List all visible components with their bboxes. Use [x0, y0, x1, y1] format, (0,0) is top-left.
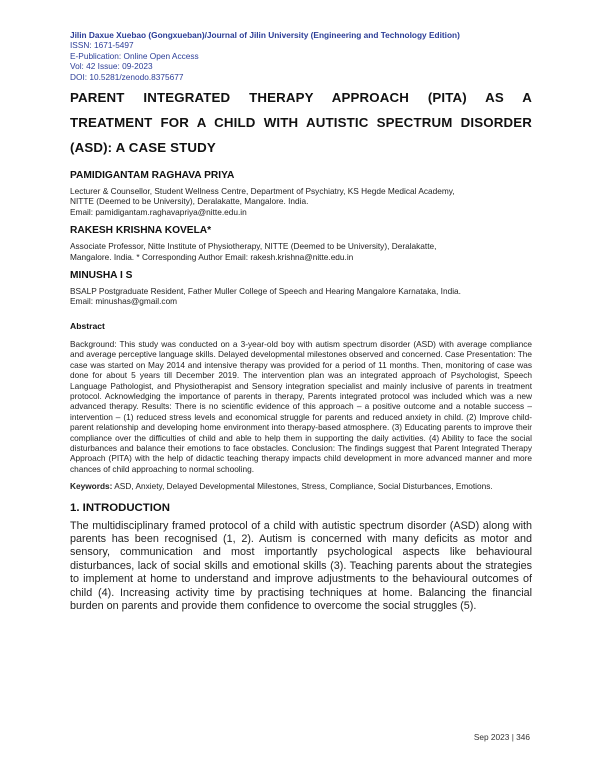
author-name: RAKESH KRISHNA KOVELA*	[70, 225, 212, 237]
affiliation-line: BSALP Postgraduate Resident, Father Muller College of Speech and Hearing Mangalore Karnataka, India.	[70, 286, 461, 297]
author-block-2	[70, 224, 532, 262]
paper-page	[70, 30, 532, 613]
introduction-heading: 1. INTRODUCTION	[70, 501, 170, 514]
author-affiliation	[70, 186, 532, 217]
paper-title-line-1: PARENT INTEGRATED THERAPY APPROACH (PITA) AS A	[70, 90, 532, 106]
abstract-text: Background: This study was conducted on a 3-year-old boy with autism spectrum disorder (ASD) with average compliance and average perceptive language skills. Delayed developmental milestones observed and concerned. Case Presentation: The case was started on May 2014 and intensive therapy was provided for a period of 11 months. Then, monitoring of case was done for about 5 years till December 2019. The intervention plan was an integrated approach of Psychologist, Speech Language Pathologist, and Physiotherapist and Sensory integration specialist and mainly inclusive of parents in treatment protocol. Acknowledging the importance of parents in therapy, Parents integrated protocol was included which was a new advanced therapy. Results: There is no scientific evidence of this approach – a positive outcome and a notable success – intervention – (1) reduced stress levels and economical struggle for parents and reduced anxiety in child. (2) Improve child-parent relationship and developing home environment into therapy-based atmosphere. (3) Educating parents to improve their compliance over the difficulties of child and able to help them in supporting the daily activities. (4) Ability to face the social disturbances and balance their emotions to face obstacles. Conclusion: The findings suggest that Parent Integrated Therapy Approach (PITA) with the help of didactic teaching therapy impacts child development in more advanced manner and more chances of child approaching to normal schooling.	[70, 338, 532, 474]
author-affiliation	[70, 241, 532, 262]
author-email: Email: pamidigantam.raghavapriya@nitte.edu.in	[70, 206, 247, 217]
journal-title: Jilin Daxue Xuebao (Gongxueban)/Journal of Jilin University (Engineering and Technology Edition)	[70, 30, 460, 40]
author-affiliation	[70, 286, 532, 307]
affiliation-line: Mangalore. India. * Corresponding Author Email: rakesh.krishna@nitte.edu.in	[70, 251, 354, 262]
author-block-1	[70, 169, 532, 217]
keywords-label: Keywords:	[70, 481, 113, 492]
introduction-text: The multidisciplinary framed protocol of a child with autistic spectrum disorder (ASD) along with parents has been recognised (1, 2). Autism is concerned with many deficits as motor and sensory, communication and most importantly psychological aspects like behavioural disturbances, lack of social skills and emotional skills (3). Teaching parents about the strategies to implement at home to understand and improve adjustments to the behavioural outcomes of child (4). Increasing activity time by practising techniques at home. Balancing the financial burden on parents and provide them confidence to overcome the social struggles (5).	[70, 519, 532, 612]
paper-title-line-2: TREATMENT FOR A CHILD WITH AUTISTIC SPECTRUM DISORDER	[70, 115, 532, 131]
journal-issn: ISSN: 1671-5497	[70, 40, 134, 51]
page-footer: Sep 2023 | 346	[473, 732, 530, 742]
author-block-3	[70, 269, 532, 307]
keywords-text: ASD, Anxiety, Delayed Developmental Milestones, Stress, Compliance, Social Disturbances, Emotions.	[112, 481, 493, 492]
paper-title-line-3: (ASD): A CASE STUDY	[70, 140, 216, 156]
keywords	[70, 481, 532, 491]
paper-title	[70, 85, 532, 160]
affiliation-line: NITTE (Deemed to be University), Deralakatte, Mangalore. India.	[70, 196, 309, 207]
abstract-heading: Abstract	[70, 320, 105, 331]
journal-doi: DOI: 10.5281/zenodo.8375677	[70, 71, 184, 82]
journal-volume: Vol: 42 Issue: 09-2023	[70, 61, 153, 72]
author-email: Email: minushas@gmail.com	[70, 296, 178, 307]
author-name: PAMIDIGANTAM RAGHAVA PRIYA	[70, 170, 235, 182]
author-name: MINUSHA I S	[70, 270, 133, 282]
affiliation-line: Lecturer & Counsellor, Student Wellness Centre, Department of Psychiatry, KS Hegde Medical Academy,	[70, 186, 455, 197]
affiliation-line: Associate Professor, Nitte Institute of Physiotherapy, NITTE (Deemed to be University), Deralakatte,	[70, 241, 437, 252]
journal-publication: E-Publication: Online Open Access	[70, 50, 199, 61]
journal-header	[70, 30, 532, 82]
